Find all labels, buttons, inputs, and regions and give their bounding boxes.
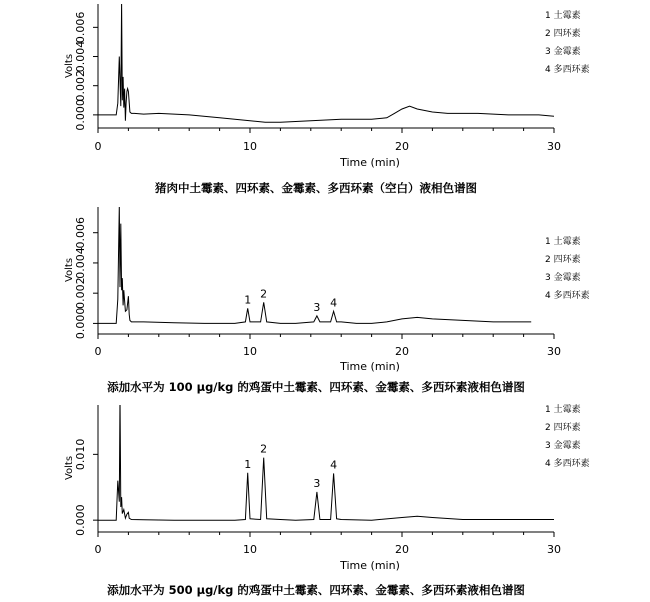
peak-label-1: 1 bbox=[244, 457, 252, 471]
legend-entry: 1 土霉素 bbox=[545, 405, 581, 415]
legend-entry: 2 四环素 bbox=[545, 29, 581, 39]
y-axis-label: Volts bbox=[64, 257, 75, 283]
series-line bbox=[98, 1, 554, 122]
peak-label-3: 3 bbox=[313, 476, 321, 490]
x-tick-label: 0 bbox=[94, 345, 102, 358]
x-tick-label: 20 bbox=[395, 140, 409, 153]
x-tick-label: 0 bbox=[94, 543, 102, 556]
legend-entry: 1 土霉素 bbox=[545, 11, 581, 21]
legend-entry: 2 四环素 bbox=[545, 423, 581, 433]
y-axis-label: Volts bbox=[64, 455, 75, 481]
peak-label-4: 4 bbox=[330, 296, 338, 310]
chart-panel-3 bbox=[64, 395, 590, 597]
legend-entry: 3 金霉素 bbox=[545, 47, 581, 57]
x-axis-label: Time (min) bbox=[340, 156, 400, 169]
x-tick-label: 0 bbox=[94, 140, 102, 153]
x-tick-label: 30 bbox=[547, 543, 561, 556]
peak-label-2: 2 bbox=[260, 287, 268, 301]
x-tick-label: 10 bbox=[243, 345, 257, 358]
legend-entry: 4 多西环素 bbox=[545, 65, 590, 75]
chart-caption: 添加水平为 500 μg/kg 的鸡蛋中土霉素、四环素、金霉素、多西环素液相色谱图 bbox=[107, 583, 525, 597]
peak-label-2: 2 bbox=[260, 442, 268, 456]
x-tick-label: 10 bbox=[243, 543, 257, 556]
y-tick-label: 0.000 bbox=[74, 99, 87, 131]
legend-entry: 2 四环素 bbox=[545, 255, 581, 265]
y-tick-label: 0.006 bbox=[74, 11, 87, 44]
chart-caption: 猪肉中土霉素、四环素、金霉素、多西环素（空白）液相色谱图 bbox=[155, 181, 477, 195]
x-axis-label: Time (min) bbox=[340, 360, 400, 373]
y-axis-label: Volts bbox=[64, 53, 75, 79]
y-tick-label: 0.010 bbox=[74, 438, 87, 471]
y-tick-label: 0.006 bbox=[74, 216, 87, 249]
y-tick-label: 0.004 bbox=[74, 40, 87, 73]
x-axis-label: Time (min) bbox=[340, 559, 400, 572]
legend-entry: 4 多西环素 bbox=[545, 459, 590, 469]
y-tick-label: 0.002 bbox=[74, 277, 87, 309]
chart-caption: 添加水平为 100 μg/kg 的鸡蛋中土霉素、四环素、金霉素、多西环素液相色谱图 bbox=[107, 380, 525, 394]
legend-entry: 3 金霉素 bbox=[545, 441, 581, 451]
x-tick-label: 20 bbox=[395, 543, 409, 556]
y-tick-label: 0.002 bbox=[74, 69, 87, 102]
legend-entry: 1 土霉素 bbox=[545, 237, 581, 247]
x-tick-label: 30 bbox=[547, 140, 561, 153]
x-tick-label: 10 bbox=[243, 140, 257, 153]
x-tick-label: 20 bbox=[395, 345, 409, 358]
peak-label-3: 3 bbox=[313, 300, 321, 314]
peak-label-1: 1 bbox=[244, 293, 252, 307]
y-tick-label: 0.000 bbox=[74, 504, 87, 536]
chart-panel-2 bbox=[64, 206, 590, 395]
series-line bbox=[98, 395, 554, 520]
peak-label-4: 4 bbox=[330, 458, 338, 472]
legend-entry: 3 金霉素 bbox=[545, 273, 581, 283]
y-tick-label: 0.000 bbox=[74, 307, 87, 340]
y-tick-label: 0.004 bbox=[74, 247, 87, 279]
x-tick-label: 30 bbox=[547, 345, 561, 358]
chart-panel-1 bbox=[64, 1, 590, 195]
legend-entry: 4 多西环素 bbox=[545, 291, 590, 301]
